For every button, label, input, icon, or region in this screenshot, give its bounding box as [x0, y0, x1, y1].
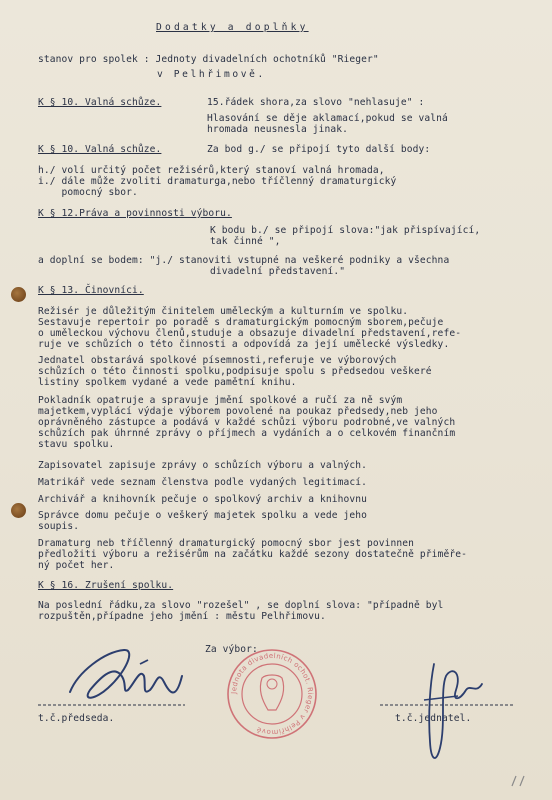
text-line-sig2: t.č.jednatel.	[395, 713, 472, 724]
text-line-h1: K § 10. Valná schůze.	[38, 97, 162, 108]
text-line-s2: soupis.	[38, 521, 80, 532]
text-line-h2: K § 10. Valná schůze.	[38, 144, 162, 155]
signature-chairman-mark	[140, 660, 148, 664]
text-line-p1b: Hlasování se děje aklamací,pokud se valná	[207, 113, 448, 124]
text-line-p2c: pomocný sbor.	[38, 187, 138, 198]
text-line-p1c: hromada neusnesla jinak.	[207, 124, 349, 135]
text-line-k4: schůzích pak úhrnné zprávy o příjmech a vydáních a o celkovém finančním	[38, 428, 456, 439]
text-line-sig1: t.č.předseda.	[38, 713, 115, 724]
text-line-m1: Matrikář vede seznam členstva podle vydaných legitimací.	[38, 477, 368, 488]
signature-chairman	[70, 650, 182, 698]
text-line-title: Dodatky a doplňky	[156, 22, 309, 33]
text-line-subtitle1: stanov pro spolek : Jednoty divadelních ochotníků "Rieger"	[38, 54, 379, 65]
text-line-d3: ný počet her.	[38, 560, 115, 571]
text-line-j2: schůzích o této činnosti spolku,podpisuje spolu s předsedou veškeré	[38, 366, 432, 377]
text-line-d2: předložiti výboru a režisérům na začátku každé sezony dostatečně přiměře-	[38, 549, 467, 560]
text-line-h3: K § 12.Práva a povinnosti výboru.	[38, 208, 232, 219]
text-line-s1: Správce domu pečuje o veškerý majetek spolku a vede jeho	[38, 510, 368, 521]
text-line-a1: Archivář a knihovník pečuje o spolkový archiv a knihovnu	[38, 494, 368, 505]
text-line-p1a: 15.řádek shora,za slovo "nehlasuje" :	[207, 97, 425, 108]
text-line-r1: Režisér je důležitým činitelem uměleckým a kulturním ve spolku.	[38, 306, 409, 317]
stamp-ring-text: Jednota divadelních ochot. Rieger v Pelhřimově	[229, 651, 315, 737]
pencil-page-number	[512, 776, 524, 786]
text-line-subtitle2: v Pelhřimově.	[157, 69, 266, 80]
text-line-q2: rozpuštěn,případne jeho jmění : městu Pelhřimovu.	[38, 611, 326, 622]
text-line-h4: K § 13. Činovníci.	[38, 285, 144, 296]
text-line-r4: ruje ve schůzích o této činnosti a odpovídá za její umělecké výsledky.	[38, 339, 450, 350]
text-line-p2: Za bod g./ se připojí tyto další body:	[207, 144, 431, 155]
text-line-p2a: h./ volí určitý počet režisérů,který stanoví valná hromada,	[38, 165, 385, 176]
text-line-p3b: tak činné ",	[210, 236, 281, 247]
signature-secretary	[429, 664, 482, 758]
text-line-p3c: a doplní se bodem: "j./ stanoviti vstupné na veškeré podniky a všechna	[38, 255, 450, 266]
text-line-j3: listiny spolkem vydané a vede pamětní knihu.	[38, 377, 297, 388]
text-line-p3a: K bodu b./ se připojí slova:"jak přispívající,	[210, 225, 481, 236]
society-stamp	[228, 650, 316, 738]
text-line-q1: Na poslední řádku,za slovo "rozešel" , se doplní slova: "případně byl	[38, 600, 444, 611]
text-line-k3: oprávněného zástupce a podává v každé schůzi výboru podrobné,ve valných	[38, 417, 456, 428]
text-line-d1: Dramaturg neb tříčlenný dramaturgický pomocný sbor jest povinnen	[38, 538, 415, 549]
text-line-k1: Pokladník opatruje a spravuje jmění spolkové a ručí za ně svým	[38, 395, 403, 406]
text-line-r2: Sestavuje repertoir po poradě s dramaturgickým pomocným sborem,pečuje	[38, 317, 444, 328]
text-line-zv: Za výbor:	[205, 644, 258, 655]
text-line-p2b: i./ dále může zvoliti dramaturga,nebo tříčlenný dramaturgický	[38, 176, 397, 187]
text-line-k2: majetkem,vyplácí výdaje výborem povolené na poukaz předsedy,neb jeho	[38, 406, 438, 417]
text-line-r3: o uměleckou výchovu členů,studuje a obsazuje divadelní představení,refe-	[38, 328, 462, 339]
text-line-h5: K § 16. Zrušení spolku.	[38, 580, 174, 591]
text-line-k5: stavu spolku.	[38, 439, 115, 450]
text-line-j1: Jednatel obstarává spolkové písemnosti,referuje ve výborových	[38, 355, 397, 366]
text-line-p3d: divadelní představení."	[210, 266, 346, 277]
text-line-z1: Zapisovatel zapisuje zprávy o schůzích výboru a valných.	[38, 460, 368, 471]
